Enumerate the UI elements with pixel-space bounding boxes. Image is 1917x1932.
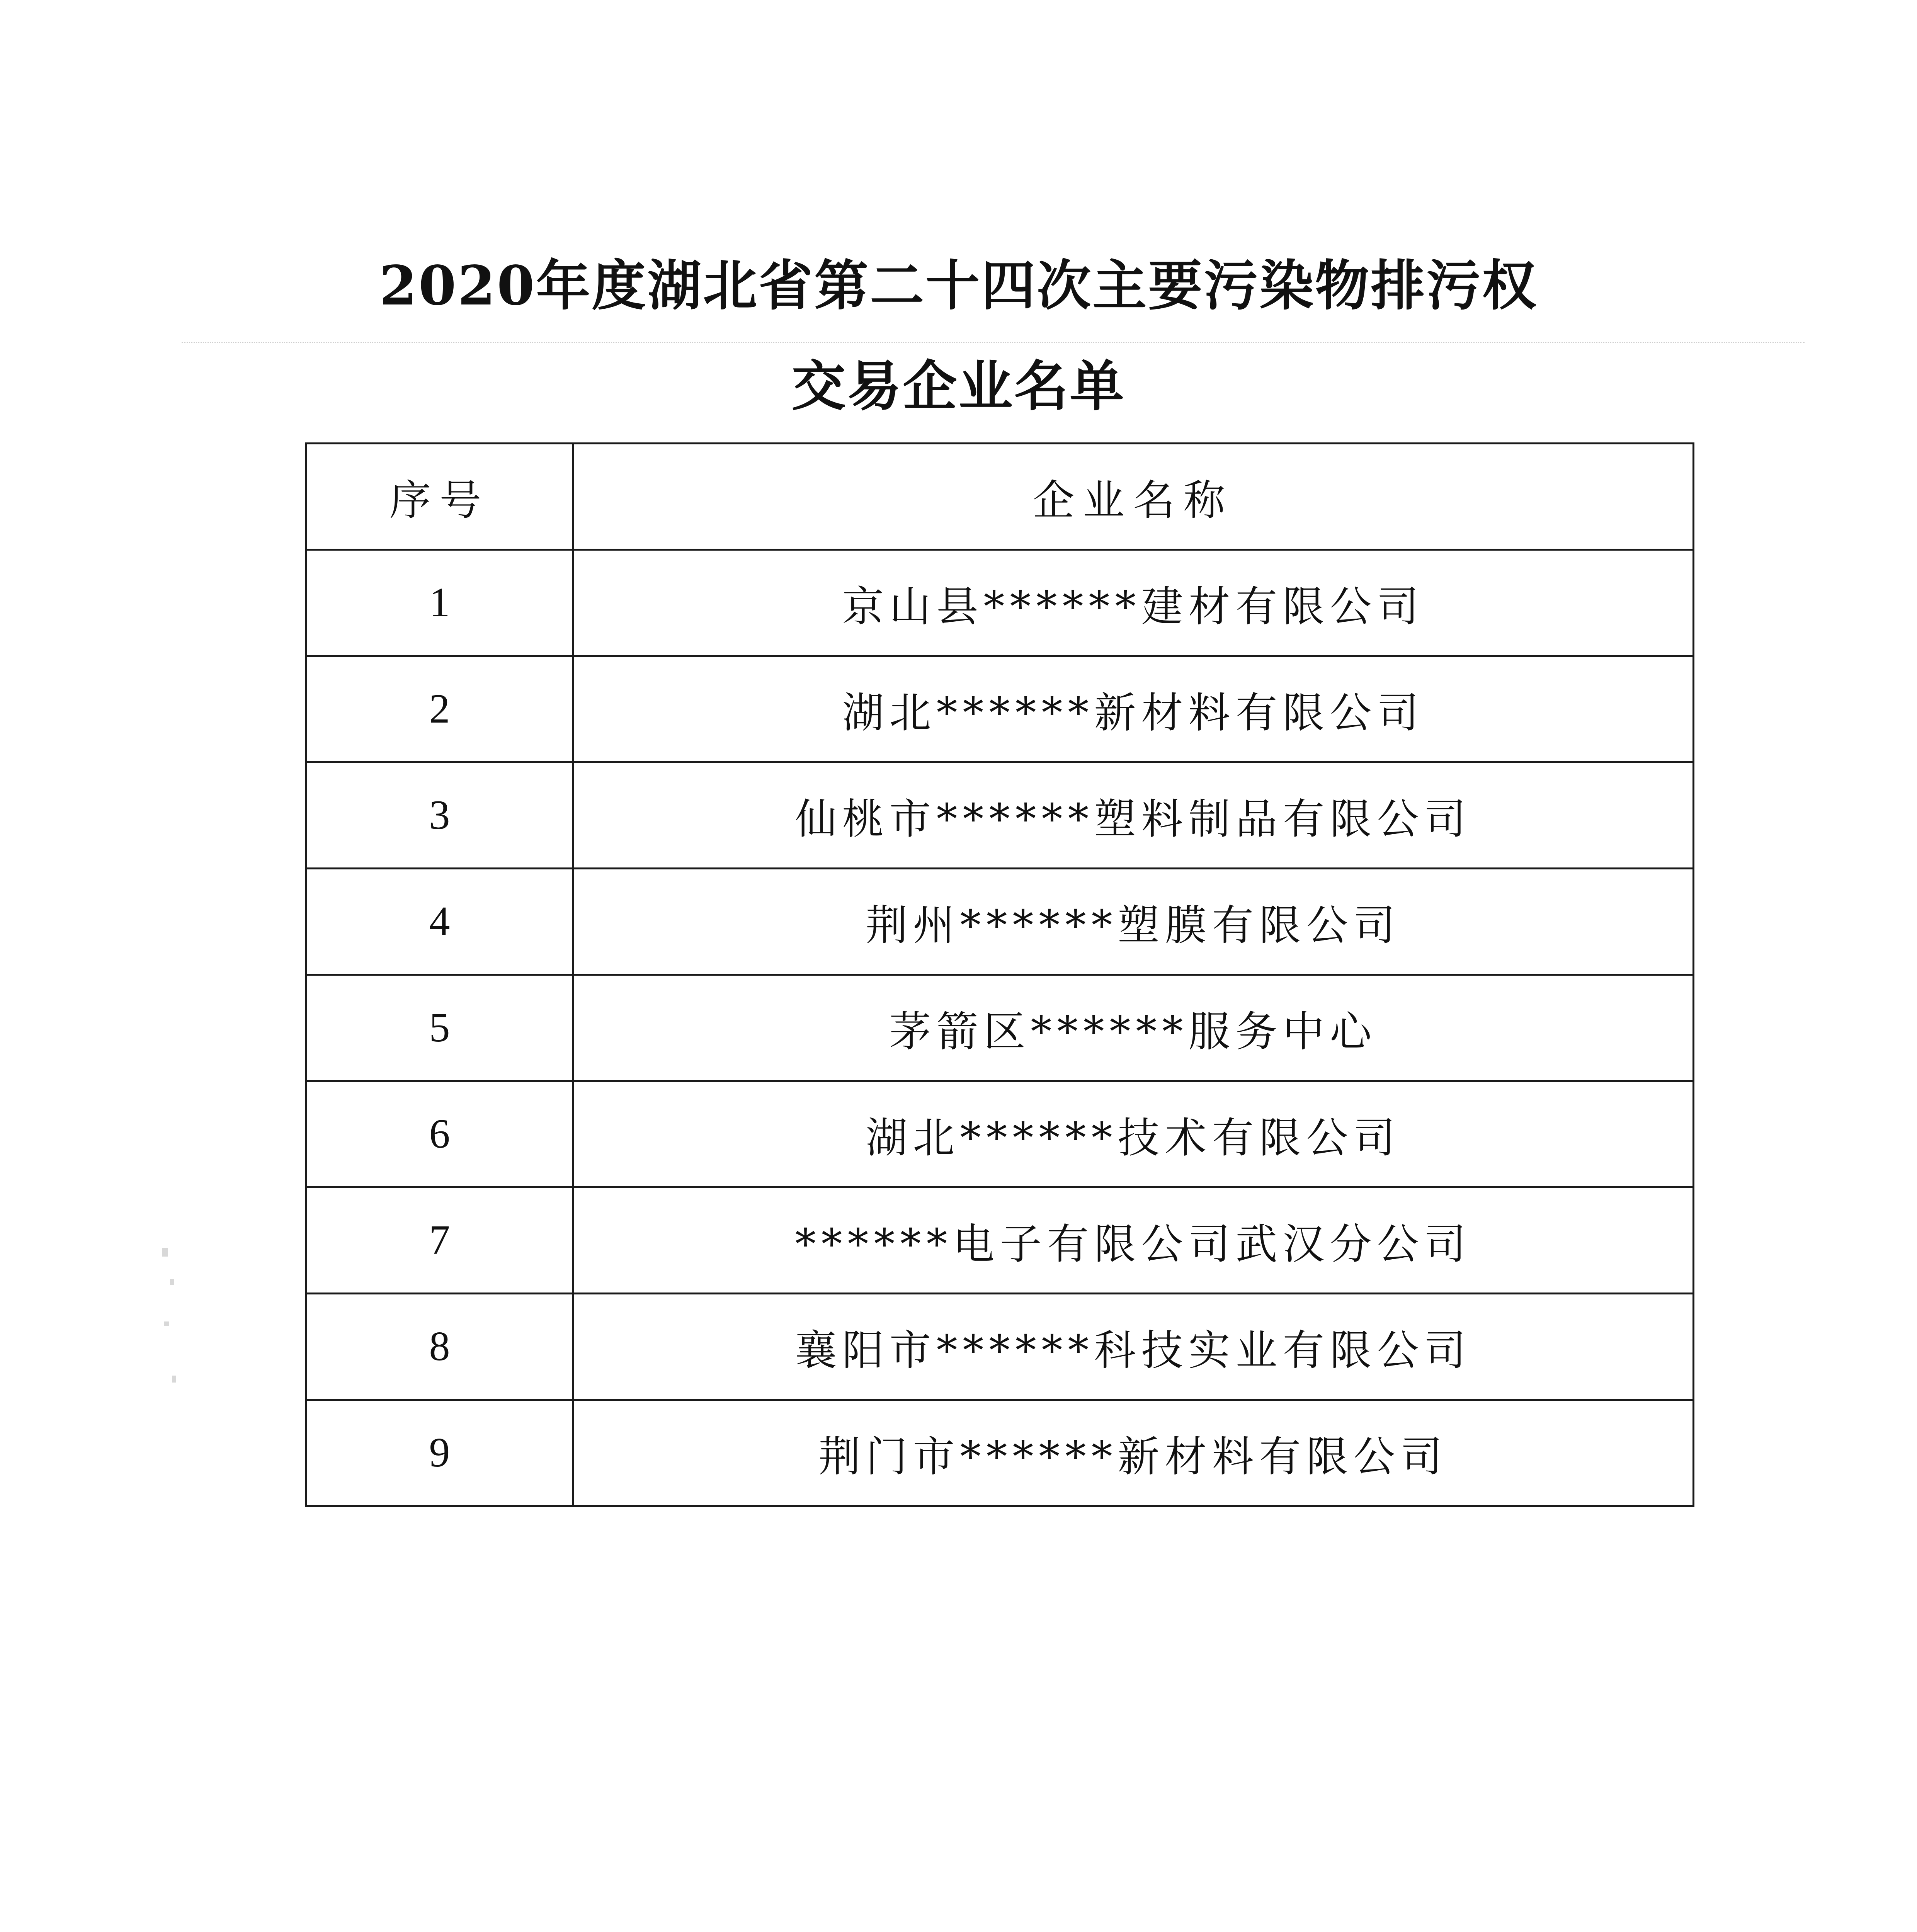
scan-artifact-line xyxy=(182,342,1805,343)
row-index: 3 xyxy=(306,762,573,869)
row-company-name: ******电子有限公司武汉分公司 xyxy=(573,1187,1694,1294)
table-row xyxy=(306,1081,1694,1187)
row-index: 4 xyxy=(306,869,573,975)
row-index: 7 xyxy=(306,1187,573,1294)
row-company-name: 仙桃市******塑料制品有限公司 xyxy=(573,762,1694,869)
row-company-name: 湖北******技术有限公司 xyxy=(573,1081,1694,1187)
table-row xyxy=(306,975,1694,1081)
table-row xyxy=(306,869,1694,975)
table-row xyxy=(306,1187,1694,1294)
row-index: 8 xyxy=(306,1294,573,1400)
row-index: 2 xyxy=(306,656,573,762)
scan-speck xyxy=(164,1321,169,1326)
company-list-table xyxy=(305,442,1694,1507)
document-title-line-2: 交易企业名单 xyxy=(791,355,1126,418)
table-row xyxy=(306,1294,1694,1400)
row-company-name: 荆门市******新材料有限公司 xyxy=(573,1400,1694,1506)
table-row xyxy=(306,550,1694,656)
header-company-name: 企业名称 xyxy=(573,444,1694,550)
scan-speck xyxy=(162,1248,168,1257)
row-index: 6 xyxy=(306,1081,573,1187)
row-index: 9 xyxy=(306,1400,573,1506)
row-index: 1 xyxy=(306,550,573,656)
row-company-name: 京山县******建材有限公司 xyxy=(573,550,1694,656)
row-company-name: 茅箭区******服务中心 xyxy=(573,975,1694,1081)
table-row xyxy=(306,762,1694,869)
scan-speck xyxy=(172,1376,176,1383)
row-company-name: 湖北******新材料有限公司 xyxy=(573,656,1694,762)
header-index: 序号 xyxy=(306,444,573,550)
row-company-name: 荆州******塑膜有限公司 xyxy=(573,869,1694,975)
document-title-line-1: 2020年度湖北省第二十四次主要污染物排污权 xyxy=(379,254,1538,318)
table-row xyxy=(306,656,1694,762)
scan-speck xyxy=(170,1279,174,1285)
row-index: 5 xyxy=(306,975,573,1081)
row-company-name: 襄阳市******科技实业有限公司 xyxy=(573,1294,1694,1400)
table-header-row xyxy=(306,444,1694,550)
table-row xyxy=(306,1400,1694,1506)
